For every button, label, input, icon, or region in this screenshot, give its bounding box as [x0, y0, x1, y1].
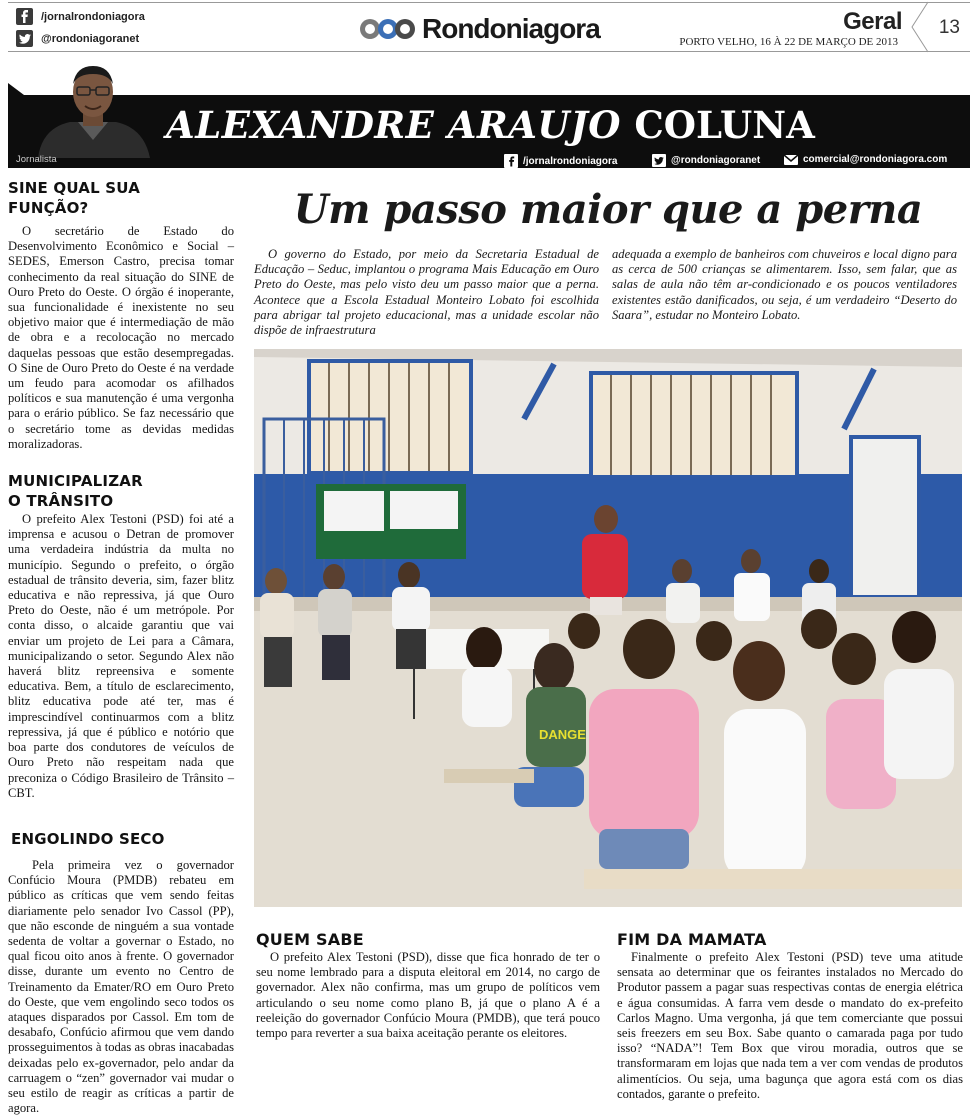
header-facebook-label: /jornalrondoniagora: [41, 10, 145, 23]
dateline: PORTO VELHO, 16 À 22 DE MARÇO DE 2013: [679, 36, 898, 48]
main-headline: Um passo maior que a perna: [293, 186, 923, 233]
article-transito: [8, 471, 234, 801]
article-seco: [8, 829, 234, 1116]
columnist-role: Jornalista: [16, 154, 57, 165]
column-title-name: ALEXANDRE ARAUJO: [166, 103, 621, 147]
transito-title-line-1: MUNICIPALIZAR: [8, 472, 143, 491]
facebook-icon: [16, 8, 33, 25]
lede-text-1: O governo do Estado, por meio da Secretaria Estadual de Educação – Seduc, implantou o programa Mais Educação em Ouro Preto do Oeste, mas pelo visto deu um passo maior que a perna. Acontece que a Escola Estadual Monteiro Lobato foi escolhida para abrigar tal projeto educacional, mas a unidade escolar não dispõe de infraestrutura: [254, 247, 599, 338]
facebook-icon: [504, 154, 518, 168]
banner-email[interactable]: [784, 154, 947, 165]
sine-title-line-1: SINE QUAL SUA: [8, 179, 140, 197]
sine-title-line-2: FUNÇÃO?: [8, 199, 89, 217]
transito-body: O prefeito Alex Testoni (PSD) foi até a imprensa e acusou o Detran de promover uma verdadeira indústria da multa no município. Segundo o prefeito, o órgão estadual de trânsito deveria, sim, fazer blitz educativa e não repressiva, já que Ouro Preto do Oeste, não é um metrópole. Por conta disso, o alcaide garantiu que vai enviar um projeto de Lei para a Câmara, municipalizando o setor. Segundo Alex não haverá blitz repreensiva e somente educativa. Bem, a título de esclarecimento, blitz educativa pode até ter, mas é imprescindível continuarmos com a blitz repressiva, já que é público e notório que boa parte dos condutores de veículos de Ouro Preto não respeitam nada que preconiza o Código Brasileiro de Trânsito – CBT.: [8, 512, 234, 800]
column-title-word: COLUNA: [634, 103, 815, 147]
quem-body: O prefeito Alex Testoni (PSD), disse que fica honrado de ter o seu nome lembrado para a disputa eleitoral em 2014, no cargo de governador. Alex não confirma, mas um grupo de políticos vem articulando o seu nome como plano B, já que o plano A é a reeleição do governador Confúcio Moura (PMDB), que terá pouco tempo para reverter a sua baixa aceitação perante os eleitores.: [256, 950, 600, 1041]
article-sine: [8, 178, 234, 452]
banner-twitter-label: @rondoniagoranet: [671, 155, 761, 166]
fim-body: Finalmente o prefeito Alex Testoni (PSD) teve uma atitude sensata ao determinar que os feirantes instalados no Mercado do Produtor passem a pagar suas respectivas contas de energia elétrica e água consumidas. A farra vem desde o mandato do ex-prefeito Carlos Magno. Uma vergonha, já que tem comerciante que possui seis freezers em seu Box. Sabe quanto o camarada paga por tudo isso? “NADA”! Tem Box que virou moradia, outros que se transformaram em lojas que nada tem a ver com vendas de produtos alimentícios. Ou seja, uma bagunça que agora está com os dias contados, garante o prefeito.: [617, 950, 963, 1101]
banner-email-label: comercial@rondoniagora.com: [803, 154, 948, 165]
mail-icon: [784, 155, 798, 165]
sine-body: O secretário de Estado do Desenvolvimento Econômico e Social – SEDES, Emerson Castro, precisa tomar conhecimento da real situação do SINE de Ouro Preto do Oeste. O órgão é inoperante, sua funcionalidade é inexistente no seu objetivo maior que é intermediação de mão de obra e a recolocação no mercado daquelas pessoas que estão desempregadas. O Sine de Ouro Preto do Oeste é na verdade um feudo para acomodar os afilhados políticos e sua manutenção é uma vergonha para o erário público. Se faz necessário que o secretário tome as devidas medidas moralizadoras.: [8, 224, 234, 451]
main-photo: [254, 349, 962, 907]
banner-corner: [8, 83, 24, 95]
banner-facebook[interactable]: [504, 154, 617, 168]
quem-title: QUEM SABE: [256, 930, 364, 949]
twitter-icon: [652, 154, 666, 167]
lede-text-2: adequada a exemplo de banheiros com chuveiros e local digno para as cerca de 500 crianças se alimentarem. Isso, sem falar, que as salas de aula não têm ar-condicionado e os poucos ventiladores existentes estão danificados, ou seja, é um verdadeiro “Deserto do Saara”, estudar no Monteiro Lobato.: [612, 247, 957, 322]
seco-body: Pela primeira vez o governador Confúcio Moura (PMDB) rebateu em público as críticas que vem sendo feitas diariamente pelo senador Ivo Cassol (PP), que não esconde de ninguém a sua vontade sedenta de voltar a governar o Estado, no qual ficou oito anos à frente. O governador disse, durante um evento no Centro de Treinamento da Emater/RO em Ouro Preto do Oeste, que vem engolindo seco todos os ataques disparados por Cassol. Em tom de desabafo, Confúcio afirmou que vem dando prosseguimentos à todas as obras inacabadas deixadas pelo ex-governador, pelo andar da carruagem o “zen” governador vai mudar o seu estilo de reagir as críticas a partir de agora.: [8, 857, 234, 1116]
lede-column-2: [612, 247, 957, 323]
banner-twitter[interactable]: [652, 154, 760, 167]
twitter-icon: [16, 30, 33, 47]
columnist-avatar: [30, 62, 156, 158]
header-twitter-label: @rondoniagoranet: [41, 32, 140, 45]
logo-mark-icon: [358, 17, 416, 41]
banner-facebook-label: /jornalrondoniagora: [523, 155, 618, 167]
fim-title: FIM DA MAMATA: [617, 930, 767, 949]
classroom-photo-illustration: [254, 349, 962, 907]
header-facebook[interactable]: [16, 8, 145, 25]
transito-title-line-2: O TRÂNSITO: [8, 492, 114, 511]
column-title: [166, 103, 815, 147]
seco-title: ENGOLINDO SECO: [11, 829, 165, 848]
newspaper-logo: [358, 13, 600, 45]
page-header: [8, 2, 970, 52]
shirt-print: DANGE: [539, 727, 586, 742]
article-fim-da-mamata: [617, 930, 963, 1102]
page-number: 13: [938, 17, 960, 38]
article-quem-sabe: [256, 930, 600, 1041]
header-twitter[interactable]: [16, 30, 139, 47]
lede-column-1: [254, 247, 599, 338]
section-name: Geral: [843, 8, 902, 35]
logo-text: Rondoniagora: [422, 13, 600, 44]
left-column: [8, 178, 234, 1116]
